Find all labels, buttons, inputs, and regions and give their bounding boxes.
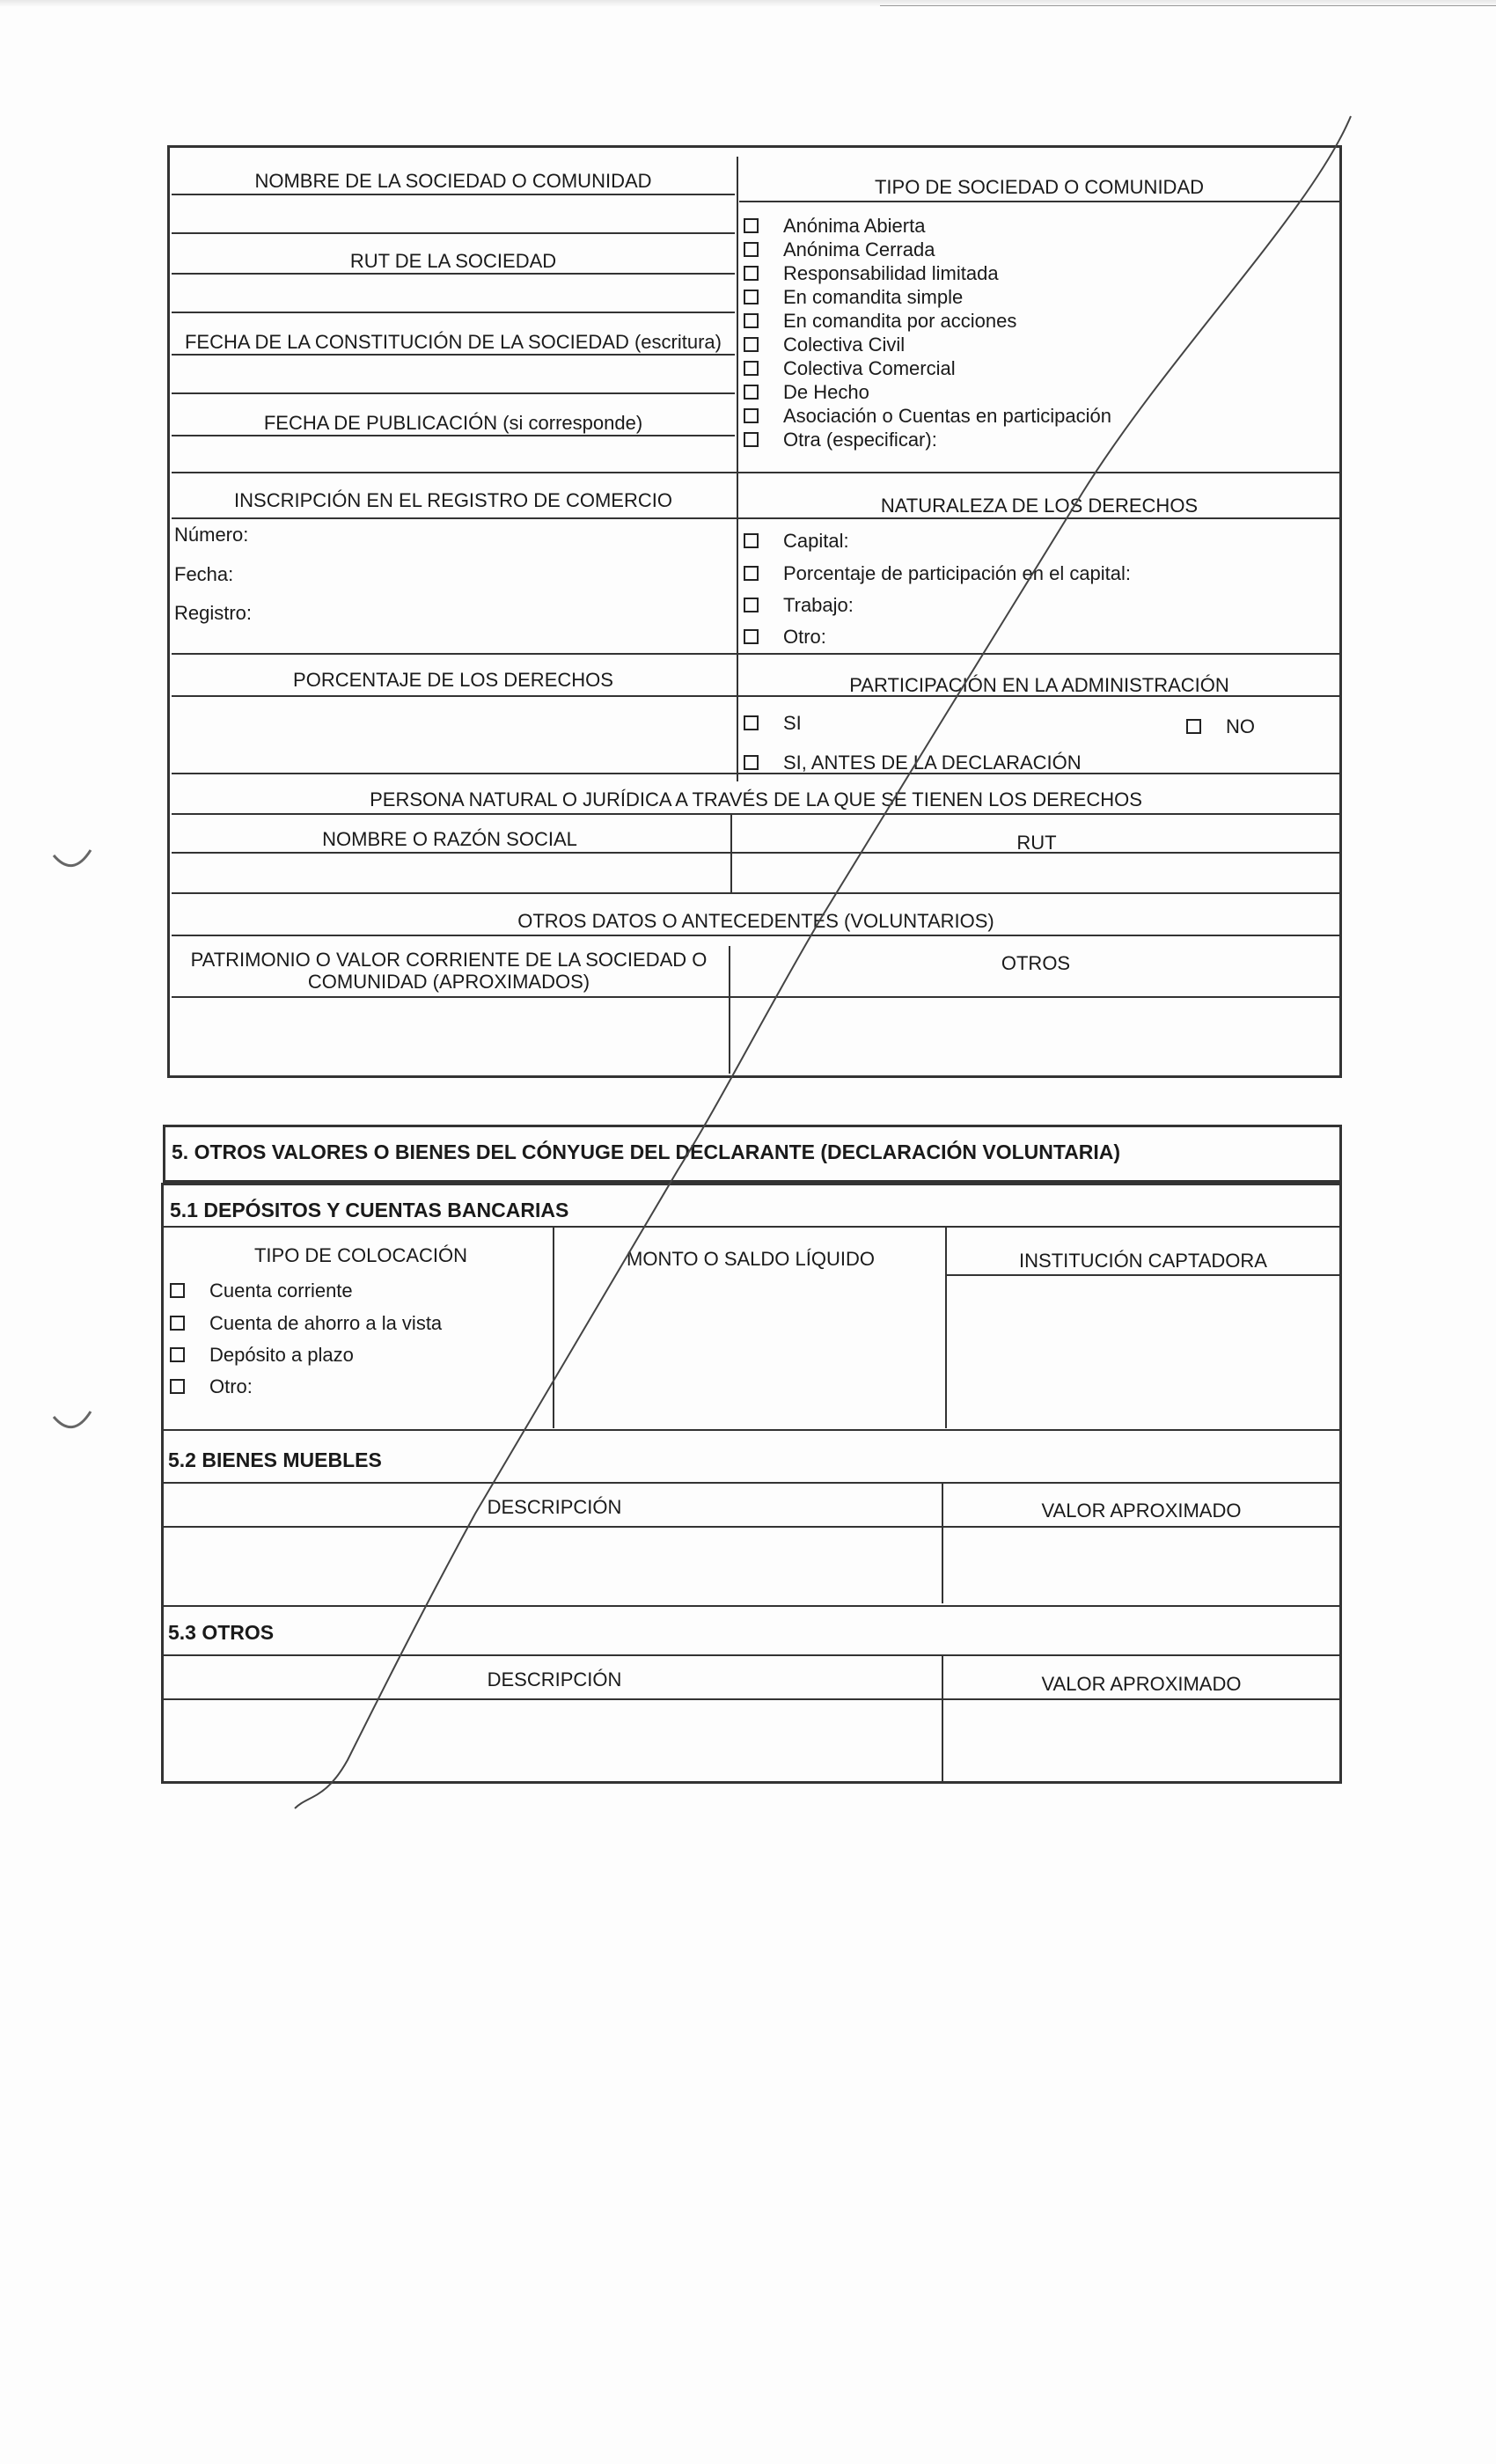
s53-title: 5.3 OTROS	[168, 1621, 275, 1644]
s52-title-line	[164, 1482, 1339, 1484]
participacion-bottom-line	[172, 773, 1340, 774]
nombre-razon-label: NOMBRE O RAZÓN SOCIAL	[322, 828, 577, 850]
punch-hole-mark-1	[48, 845, 101, 880]
inscripcion-registro-field: Registro:	[174, 602, 253, 624]
s51-header-line	[947, 1274, 1339, 1276]
s53-title-line	[164, 1654, 1339, 1656]
s51-option-1[interactable]: Cuenta de ahorro a la vista	[170, 1311, 442, 1335]
patrimonio-line	[172, 996, 1340, 998]
participacion-label: PARTICIPACIÓN EN LA ADMINISTRACIÓN	[849, 674, 1229, 696]
otros-datos-label: OTROS DATOS O ANTECEDENTES (VOLUNTARIOS)	[517, 910, 994, 932]
tipo-option-7[interactable]: De Hecho	[744, 380, 869, 404]
checkbox[interactable]	[744, 408, 759, 423]
tipo-option-6[interactable]: Colectiva Comercial	[744, 356, 956, 380]
tipo-option-4[interactable]: En comandita por acciones	[744, 309, 1016, 333]
checkbox[interactable]	[744, 533, 759, 548]
checkbox[interactable]	[744, 432, 759, 447]
tipo-option-5[interactable]: Colectiva Civil	[744, 333, 905, 356]
checkbox[interactable]	[744, 242, 759, 257]
rut-line	[172, 273, 735, 275]
fecha-constitucion-field-line	[172, 392, 735, 394]
fecha-publicacion-line	[172, 435, 735, 436]
inscripcion-line	[172, 517, 1340, 519]
patrimonio-column-divider	[729, 946, 730, 1074]
s53-col-valor: VALOR APROXIMADO	[1041, 1673, 1242, 1695]
s53-header-line	[164, 1698, 1339, 1700]
tipo-sociedad-label: TIPO DE SOCIEDAD O COMUNIDAD	[874, 176, 1205, 198]
tipo-option-3[interactable]: En comandita simple	[744, 285, 963, 309]
rut-persona-label: RUT	[1016, 832, 1057, 854]
checkbox[interactable]	[744, 290, 759, 304]
persona-label: PERSONA NATURAL O JURÍDICA A TRAVÉS DE LA QUE SE TIENEN LOS DERECHOS	[370, 788, 1142, 810]
nombre-sociedad-label: NOMBRE DE LA SOCIEDAD O COMUNIDAD	[254, 170, 652, 192]
society-column-divider	[737, 157, 738, 781]
s51-col-institucion: INSTITUCIÓN CAPTADORA	[1019, 1250, 1267, 1272]
scan-top-line	[880, 5, 1496, 6]
s51-option-3[interactable]: Otro:	[170, 1375, 253, 1398]
tipo-option-9[interactable]: Otra (especificar):	[744, 428, 937, 451]
naturaleza-option-2[interactable]: Trabajo:	[744, 593, 854, 617]
porcentaje-line	[172, 695, 1340, 697]
tipo-option-0[interactable]: Anónima Abierta	[744, 214, 925, 238]
persona-column-divider	[730, 814, 732, 893]
s52-title: 5.2 BIENES MUEBLES	[168, 1448, 382, 1471]
participacion-si-antes-option[interactable]: SI, ANTES DE LA DECLARACIÓN	[744, 751, 1082, 774]
s51-option-0[interactable]: Cuenta corriente	[170, 1279, 353, 1302]
checkbox[interactable]	[744, 755, 759, 770]
rut-field-line	[172, 312, 735, 313]
inscripcion-fecha-field: Fecha:	[174, 563, 234, 585]
patrimonio-label-line2: COMUNIDAD (APROXIMADOS)	[307, 971, 590, 993]
s51-col-divider-1	[553, 1228, 554, 1428]
naturaleza-option-1[interactable]: Porcentaje de participación en el capital:	[744, 561, 1131, 585]
participacion-si-option[interactable]: SI	[744, 711, 802, 735]
checkbox[interactable]	[744, 218, 759, 233]
inscripcion-block-bottom-line	[172, 653, 1340, 655]
tipo-option-8[interactable]: Asociación o Cuentas en participación	[744, 404, 1111, 428]
s51-col-divider-2	[945, 1228, 947, 1428]
s51-col-monto: MONTO O SALDO LÍQUIDO	[627, 1248, 875, 1270]
s53-col-descripcion: DESCRIPCIÓN	[487, 1668, 622, 1690]
porcentaje-label: PORCENTAJE DE LOS DERECHOS	[293, 669, 613, 691]
otros-datos-line	[172, 935, 1340, 936]
otros-label: OTROS	[1001, 952, 1071, 974]
rut-sociedad-label: RUT DE LA SOCIEDAD	[349, 250, 557, 272]
fecha-constitucion-label: FECHA DE LA CONSTITUCIÓN DE LA SOCIEDAD (escritura)	[184, 331, 722, 353]
tipo-line	[739, 201, 1339, 202]
checkbox[interactable]	[744, 313, 759, 328]
s52-header-line	[164, 1526, 1339, 1528]
checkbox[interactable]	[170, 1347, 185, 1362]
checkbox[interactable]	[744, 361, 759, 376]
punch-hole-mark-2	[48, 1406, 101, 1441]
patrimonio-label-line1: PATRIMONIO O VALOR CORRIENTE DE LA SOCIEDAD O	[190, 949, 708, 971]
s52-col-divider	[942, 1484, 943, 1603]
checkbox[interactable]	[170, 1379, 185, 1394]
s51-col-tipo: TIPO DE COLOCACIÓN	[253, 1244, 468, 1266]
persona-line	[172, 813, 1340, 815]
participacion-no-option[interactable]: NO	[1186, 715, 1255, 738]
fecha-constitucion-line	[172, 354, 735, 356]
society-block-bottom-line	[172, 472, 1340, 473]
naturaleza-option-0[interactable]: Capital:	[744, 529, 849, 553]
tipo-option-1[interactable]: Anónima Cerrada	[744, 238, 935, 261]
s53-col-divider	[942, 1656, 943, 1781]
s51-title: 5.1 DEPÓSITOS Y CUENTAS BANCARIAS	[170, 1199, 569, 1221]
checkbox[interactable]	[744, 598, 759, 612]
nombre-razon-line	[172, 852, 1340, 854]
tipo-option-2[interactable]: Responsabilidad limitada	[744, 261, 999, 285]
checkbox[interactable]	[744, 566, 759, 581]
s51-bottom-line	[164, 1429, 1339, 1431]
section5-title: 5. OTROS VALORES O BIENES DEL CÓNYUGE DEL DECLARANTE (DECLARACIÓN VOLUNTARIA)	[172, 1140, 1121, 1163]
inscripcion-label: INSCRIPCIÓN EN EL REGISTRO DE COMERCIO	[234, 489, 672, 511]
checkbox[interactable]	[744, 715, 759, 730]
naturaleza-label: NATURALEZA DE LOS DERECHOS	[880, 495, 1199, 517]
nombre-field-line	[172, 232, 735, 234]
checkbox[interactable]	[744, 337, 759, 352]
naturaleza-option-3[interactable]: Otro:	[744, 625, 826, 649]
fecha-publicacion-label: FECHA DE PUBLICACIÓN (si corresponde)	[263, 412, 643, 434]
checkbox[interactable]	[744, 629, 759, 644]
s52-bottom-line	[164, 1605, 1339, 1607]
inscripcion-numero-field: Número:	[174, 524, 249, 546]
nombre-line	[172, 194, 735, 195]
s51-title-line	[164, 1226, 1339, 1228]
checkbox[interactable]	[170, 1283, 185, 1298]
s51-option-2[interactable]: Depósito a plazo	[170, 1343, 354, 1367]
s52-col-descripcion: DESCRIPCIÓN	[487, 1496, 622, 1518]
checkbox[interactable]	[1186, 719, 1201, 734]
checkbox[interactable]	[744, 266, 759, 281]
persona-bottom-line	[172, 892, 1340, 894]
s52-col-valor: VALOR APROXIMADO	[1041, 1500, 1242, 1522]
checkbox[interactable]	[744, 385, 759, 400]
checkbox[interactable]	[170, 1316, 185, 1331]
